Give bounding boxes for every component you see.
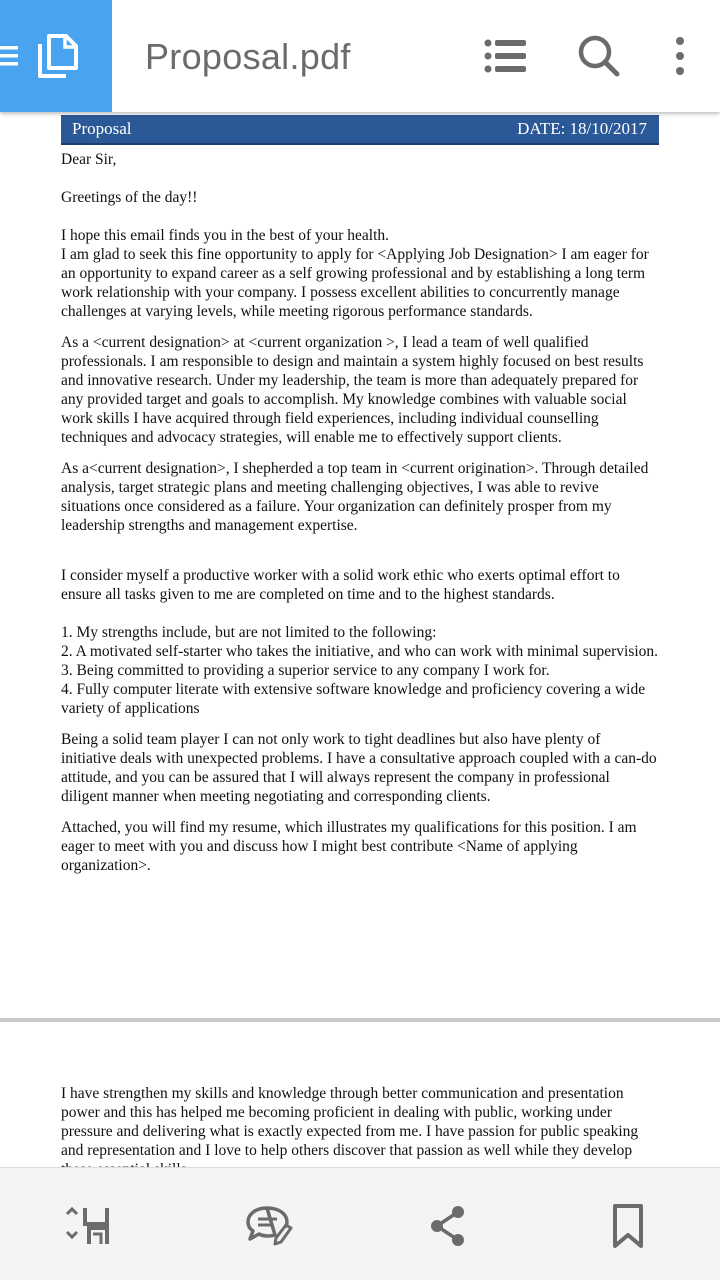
greeting: Greetings of the day!! — [61, 189, 198, 206]
list-item: 2. A motivated self-starter who takes the initiative, and who can work with minimal supervision. — [61, 643, 659, 660]
search-button[interactable] — [573, 30, 625, 82]
header-date: DATE: 18/10/2017 — [517, 119, 647, 138]
pdf-page-2[interactable] — [0, 1022, 720, 1168]
paragraph-6: Attached, you will find my resume, which illustrates my qualifications for this position. I am eager to meet with you and discuss how I might best contribute <Name of applying organization>. — [61, 819, 637, 874]
navigation-drawer-button[interactable] — [0, 0, 112, 112]
header-title: Proposal — [72, 119, 132, 138]
file-title: Proposal.pdf — [145, 36, 351, 77]
document-body — [61, 150, 659, 875]
paragraph-2: As a <current designation> at <current organization >, I lead a team of well qualified professionals. I am responsible to design and maintain a system highly focused on best results and innovative research. Under my leadership, the team is more than adequately prepared for any provided target and goals to accomplish. My knowledge combines with valuable social work skills I have acquired through field experiences, including individual counselling techniques and advocacy strategies, will enable me to effectively support clients. — [61, 334, 644, 446]
comment-edit-icon — [245, 1204, 295, 1248]
page2-paragraph: I have strengthen my skills and knowledge through better communication and presentation power and this has helped me becoming proficient in dealing with public, working under pressure and delivering what is exactly expected from me. I have passion for public speaking and representation and I love to help others discover that passion as well while they develop — [61, 1085, 639, 1159]
page-jump-icon — [63, 1204, 113, 1248]
pdf-page-1[interactable] — [0, 112, 720, 1018]
more-vert-icon — [674, 36, 686, 76]
go-to-page-button[interactable] — [58, 1198, 118, 1254]
list-item: 4. Fully computer literate with extensive software knowledge and proficiency covering a wide variety of applications — [61, 681, 646, 717]
annotate-button[interactable] — [240, 1198, 300, 1254]
outline-list-icon — [484, 38, 526, 74]
share-button[interactable] — [418, 1198, 478, 1254]
document-copy-icon — [36, 32, 80, 80]
top-toolbar — [0, 0, 720, 112]
document-header-bar — [61, 115, 659, 145]
paragraph-5: Being a solid team player I can not only work to tight deadlines but also have plenty of initiative deals with unexpected problems. I have a consultative approach coupled with a can-do attitude, and you can be assured that I will always represent the company in professional diligent manner when meeting negotiating and corresponding clients. — [61, 731, 657, 805]
bottom-action-bar — [0, 1167, 720, 1280]
paragraph-4: I consider myself a productive worker with a solid work ethic who exerts optimal effort to ensure all tasks given to me are completed on time and to the highest standards. — [61, 567, 620, 603]
bookmark-icon — [612, 1203, 644, 1249]
document-body-page-2 — [61, 1084, 659, 1179]
more-options-button[interactable] — [654, 30, 706, 82]
outline-button[interactable] — [479, 30, 531, 82]
paragraph-3: As a<current designation>, I shepherded a top team in <current origination>. Through detailed analysis, target strategic plans and meeting challenging objectives, I was able to revive situations once considered as a failure. Your organization can definitely prosper from my leadership strengths and management expertise. — [61, 460, 649, 534]
strengths-list — [61, 623, 659, 718]
bookmark-button[interactable] — [598, 1198, 658, 1254]
search-icon — [577, 34, 621, 78]
list-item: 1. My strengths include, but are not limited to the following: — [61, 624, 437, 641]
share-icon — [428, 1204, 468, 1248]
menu-icon — [0, 44, 18, 68]
salutation: Dear Sir, — [61, 151, 117, 168]
paragraph-1: I hope this email finds you in the best of your health. I am glad to seek this fine opportunity to apply for <Applying Job Designation> I am eager for an opportunity to expand career as a self growing professional and by establishing a long term work relationship with your company. I possess excellent abilities to concurrently manage challenges at varying levels, while meeting rigorous performance standards. — [61, 227, 649, 320]
list-item: 3. Being committed to providing a superior service to any company I work for. — [61, 662, 550, 679]
